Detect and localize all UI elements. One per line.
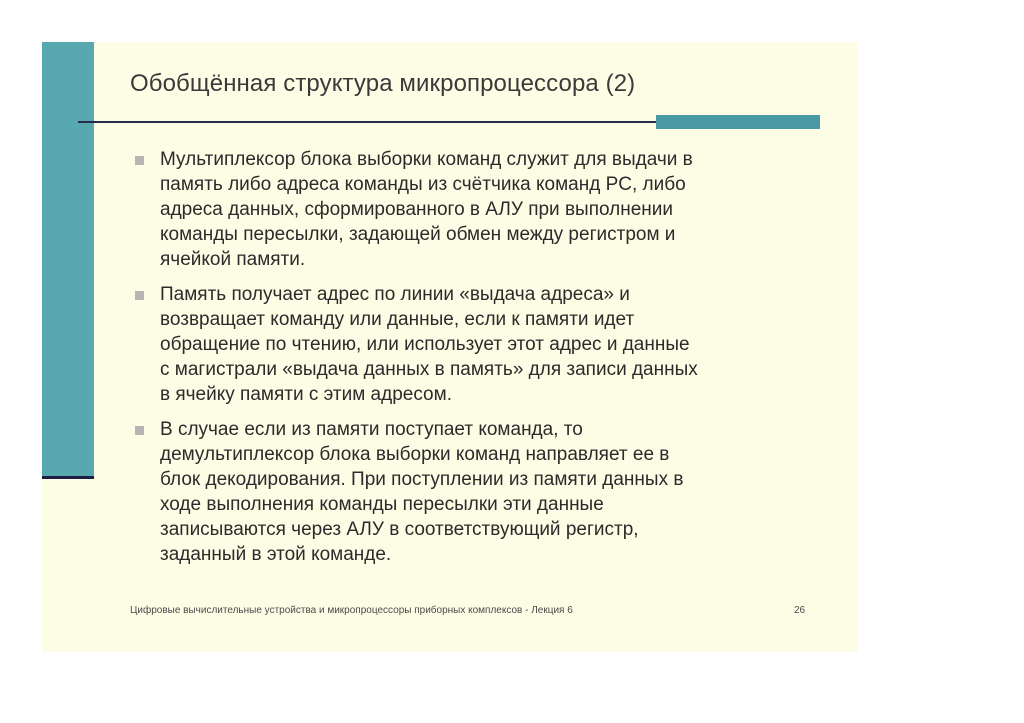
bullet-line: блок декодирования. При поступлении из памяти данных в (160, 469, 684, 490)
bullet-line: возвращает команду или данные, если к памяти идет (160, 309, 635, 330)
bullet-line: команды пересылки, задающей обмен между регистром и (160, 224, 676, 245)
square-bullet-icon (135, 156, 144, 165)
bullet-line: заданный в этой команде. (160, 544, 392, 565)
bullet-line: демультиплексор блока выборки команд направляет ее в (160, 444, 670, 465)
bullet-line: память либо адреса команды из счётчика команд PC, либо (160, 174, 686, 195)
slide-title: Обобщённая структура микропроцессора (2) (130, 70, 636, 97)
bullet-item-3 (132, 417, 832, 567)
bullet-line: обращение по чтению, или использует этот адрес и данные (160, 334, 690, 355)
bullet-line: В случае если из памяти поступает команда, то (160, 419, 583, 440)
bullet-list (132, 147, 832, 577)
square-bullet-icon (135, 426, 144, 435)
bullet-text (160, 282, 832, 407)
bullet-line: Мультиплексор блока выборки команд служит для выдачи в (160, 149, 693, 170)
bullet-line: ячейкой памяти. (160, 249, 306, 270)
bullet-line: записываются через АЛУ в соответствующий регистр, (160, 519, 639, 540)
bullet-line: ходе выполнения команды пересылки эти данные (160, 494, 604, 515)
bullet-line: Память получает адрес по линии «выдача адреса» и (160, 284, 630, 305)
bullet-item-1 (132, 147, 832, 272)
title-accent-bar (656, 115, 820, 129)
bullet-line: с магистрали «выдача данных в память» для записи данных (160, 359, 698, 380)
slide-number: 26 (794, 605, 806, 616)
square-bullet-icon (135, 291, 144, 300)
bullet-item-2 (132, 282, 832, 407)
side-accent-rule (42, 476, 94, 479)
bullet-text (160, 417, 832, 567)
bullet-line: адреса данных, сформированного в АЛУ при выполнении (160, 199, 673, 220)
bullet-text (160, 147, 832, 272)
slide-footer: Цифровые вычислительные устройства и микропроцессоры приборных комплексов - Лекция 6 (130, 605, 573, 616)
bullet-line: в ячейку памяти с этим адресом. (160, 384, 452, 405)
slide (42, 42, 858, 652)
side-accent-bar (42, 42, 94, 476)
